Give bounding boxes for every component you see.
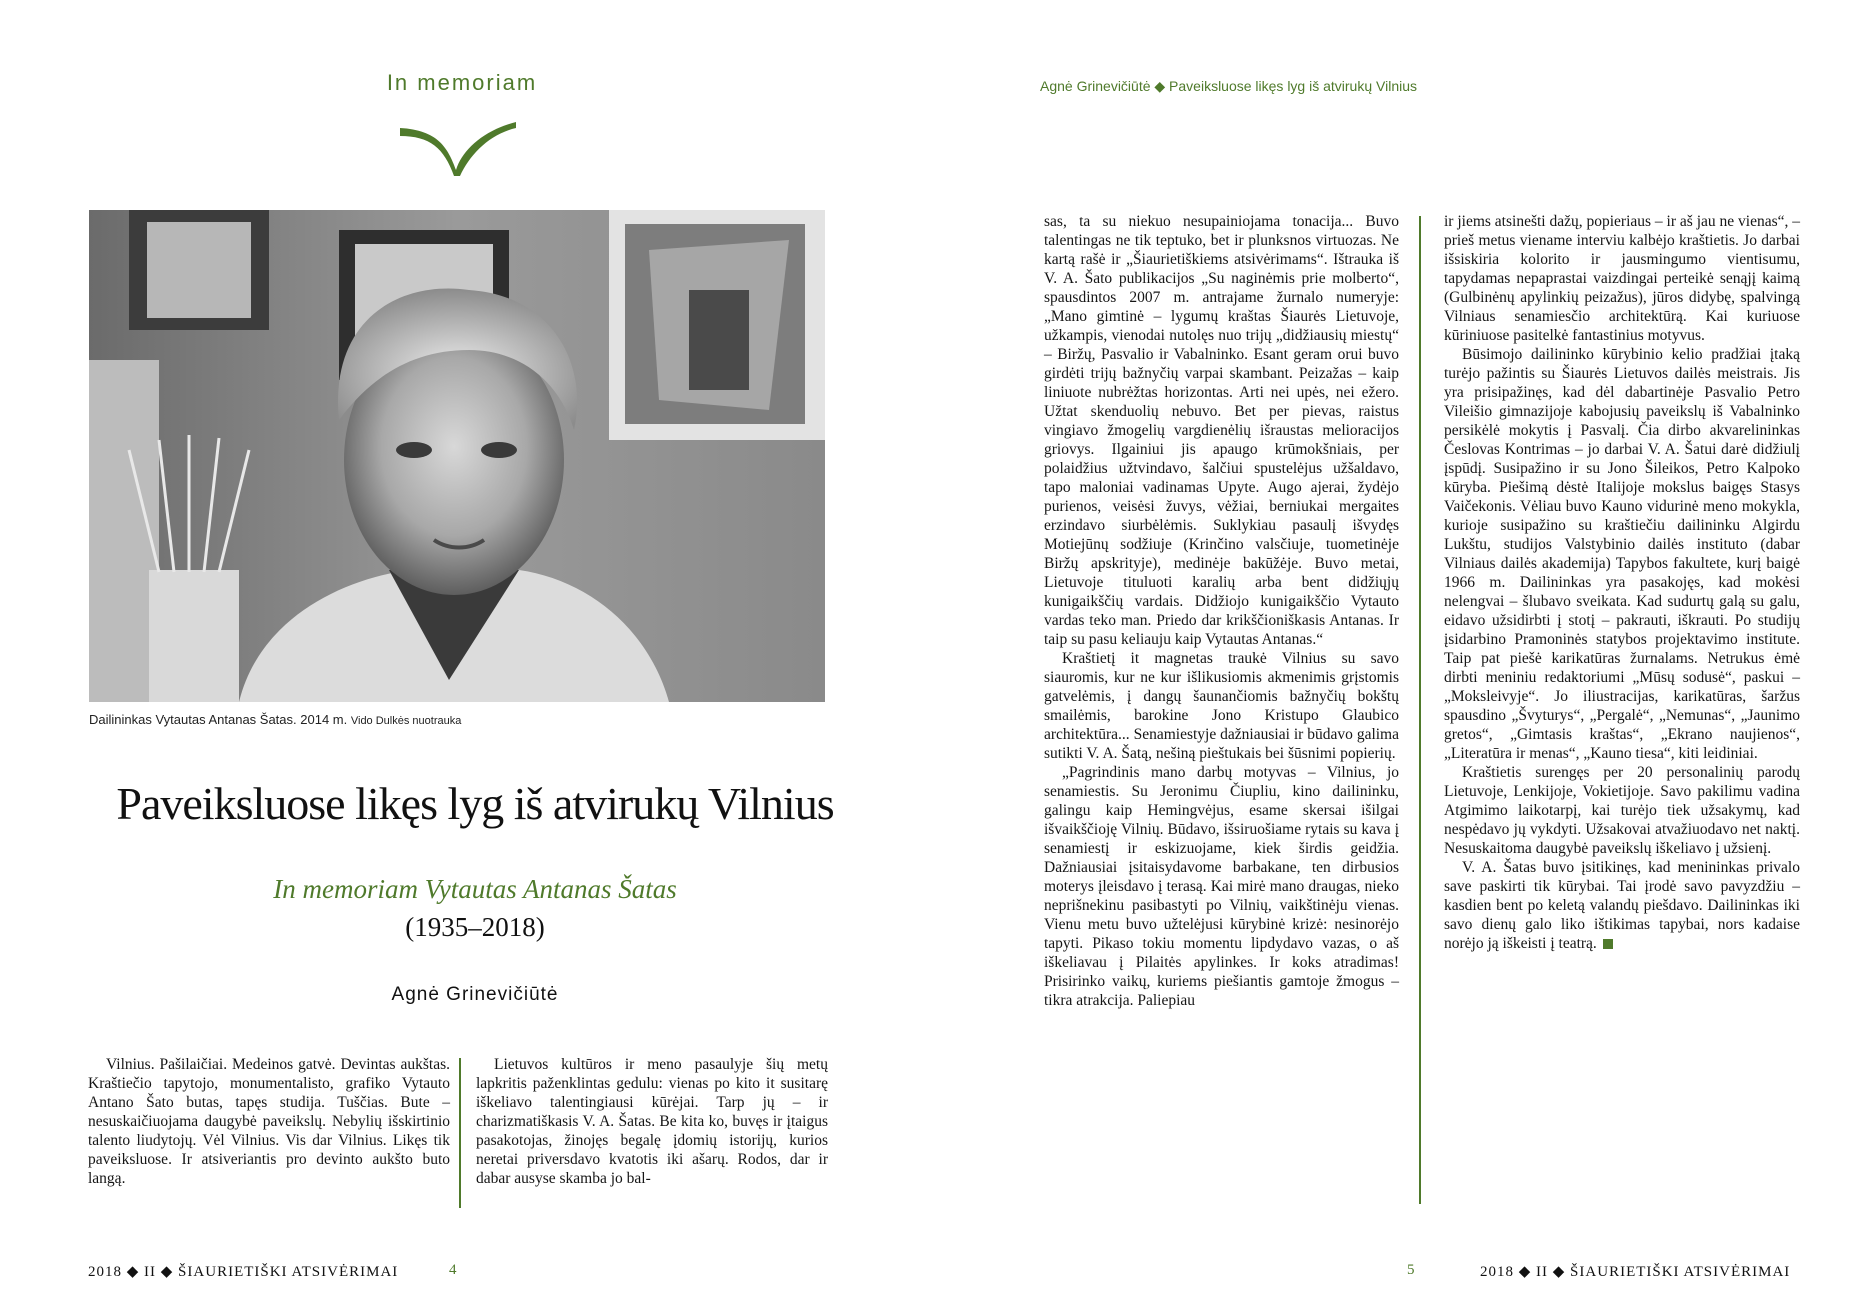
page-number-right: 5: [1407, 1262, 1415, 1278]
paragraph: Būsimojo dailininko kūrybinio kelio pradžiai įtaką turėjo pažintis su Šiaurės Lietuvos dailės meistrais. Jis yra prisipažinęs, kad dėl dabartinėje Pasvalio Petro Vileišio gimnazijoje kabojusių paveikslų iš Vabalninko persikėlė mokytis į Pasvalį. Čia dirbo akvarelininkas Česlovas Kontrimas – jo darbai V. A. Šatui darė didžiulį įspūdį. Susipažino ir su Jono Šileikos, Petro Kalpoko kūryba. Piešimą dėstė Italijoje mokslus baigęs Stasys Vaičekonis. Vėliau buvo Kauno vidurinė meno mokykla, kurioje susipažino su kraštiečiu dailininku Algirdu Lukštu, studijos Valstybinio dailės instituto (dabar Vilniaus dailės akademija) Tapybos fakultete, kurį baigė 1966 m. Dailininkas yra pasakojęs, kad mokėsi nelengvai – šlubavo sveikata. Kad sudurtų galą su galu, eidavo užsidirbti į stotį – pakrauti, iškrauti. Po studijų įsidarbino Pramoninės statybos projektavimo institute. Taip pat piešė karikatūras žurnalams. Netrukus ėmė dirbti meniniu redaktoriumi „Mūsų sodusė“, paskui – „Moksleivyje“. Jo iliustracijas, karikatūras, šaržus spausdino „Švyturys“, „Pergalė“, „Nemunas“, „Jaunimo gretos“, „Gimtasis kraštas“, „Ekrano naujienos“, „Literatūra ir menas“, „Kauno tiesa“, kiti leidiniai.: [1444, 346, 1800, 762]
running-head: Agnė Grinevičiūtė ◆ Paveiksluose likęs lyg iš atvirukų Vilnius: [1040, 78, 1418, 94]
paragraph-last: [1444, 858, 1800, 953]
article-subtitle: In memoriam Vytautas Antanas Šatas: [273, 874, 677, 904]
article-years: (1935–2018): [405, 912, 545, 942]
portrait-image: [89, 210, 825, 702]
article-author: Agnė Grinevičiūtė: [391, 984, 559, 1005]
section-title: In memoriam: [386, 70, 538, 95]
paragraph-text: V. A. Šatas buvo įsitikinęs, kad menininkas privalo save paskirti tik kūrybai. Tai įrodė savo pavyzdžiu – kasdien bent po keletą valandų piešdavo. Dailininkas iki savo dienų galo liko ištikimas tapybai, nors kadaise norėjo ją iškeisti į teatrą.: [1444, 859, 1800, 952]
photo-caption: [89, 712, 461, 727]
column-rule: [459, 1058, 461, 1208]
photo-credit: Vido Dulkės nuotrauka: [350, 715, 462, 727]
paragraph: sas, ta su niekuo nesupainiojama tonacija... Buvo talentingas ne tik teptuko, bet ir plunksnos virtuozas. Ne kartą rašė ir „Šiaurietiškiems atsivėrimams“. Ištrauka iš V. A. Šato publikacijos „Su naginėmis prie molberto“, spausdintos 2007 m. antrajame žurnalo numeryje: „Mano gimtinė – lygumų kraštas Šiaurės Lietuvoje, užkampis, vienodai nutolęs nuo trijų „didžiausių miestų“ – Biržų, Pasvalio ir Vabalninko. Esant geram orui buvo girdėti trijų bažnyčių varpai skambant. Peizažas – kaip liniuote nubrėžtas horizontas. Arti nei upės, nei ežero. Užtat skenduolių nebuvo. Bet per pievas, raistus vingiavo žmogelių vargdienėlių išraustas melioracijos griovys. Ilgainiui jis apaugo krūmokšniais, per polaidžius užtvindavo, šalčiui spustelėjus užšaldavo, tapo maloniai vadinamas Upyte. Augo ajerai, žydėjo purienos, veisėsi žuvys, vėžiai, berniukai mergaites erzindavo siurbėlėmis. Suklykiau pasaulį išvydęs Motiejūnų sodžiuje (Krinčino valsčiuje, tuometinėje Biržų apskrityje), medinėje bakūžėje. Buvo metai, Lietuvoje tituluoti karalių arba bent didžiųjų kunigaikščių vardais. Didžiojo kunigaikščio Vytauto vardas teko man. Priedo dar krikščioniškasis Antanas. Ir taip su pasu keliauju kaip Vytautas Antanas.“: [1044, 213, 1399, 648]
paragraph: „Pagrindinis mano darbų motyvas – Vilnius, jo senamiestis. Su Jeronimu Čiupliu, kino dailininku, galingu kaip Hemingvėjus, esame skersai išilgai išvaikščioję Vilnių. Būdavo, išsiruošiame rytais su kava į senamiestį ir eskizuojame, kiek širdis geidžia. Dažniausiai įsitaisydavome barbakane, ten dirbusios moterys įleisdavo į terasą. Kai mirė mano draugas, nieko neprišnekinu pasibastyti po Vilnių, vaikštinėju vienas. Vienu metu buvo užtelėjusi kūrybinė krizė: nesinorėjo tapyti. Pikaso tokiu momentu lipdydavo vazas, o aš iškeliavau į Pilaitės apylinkes. Ir koks atradimas! Prisirinko vaikų, kuriems piešiantis gamtoje žmogus – tikra atrakcija. Paliepiau: [1044, 764, 1399, 1009]
portrait-photo: [89, 210, 825, 702]
body-column-4: [1444, 212, 1800, 953]
paragraph: Kraštietį it magnetas traukė Vilnius su savo siauromis, kur ne kur išlikusiomis akmenimis grįstomis gatvelėmis, į dangų šaunančiomis bažnyčių bokštų smailėmis, barokine Jono Kristupo Glaubico architektūra... Senamiestyje dažniausiai ir būdavo galima sutikti V. A. Šatą, nešiną pieštukais bei šūsnimi popierių.: [1044, 650, 1399, 762]
caption-text: Dailininkas Vytautas Antanas Šatas. 2014 m.: [89, 712, 348, 727]
paragraph: Lietuvos kultūros ir meno pasaulyje šių metų lapkritis paženklintas gedulu: vienas po kito it susitarę iškeliavo talentingiausi kūrėjai. Tarp jų – ir charizmatiškasis V. A. Šatas. Be kita ko, buvęs ir įtaigus pasakotojas, žinojęs begalę įdomių istorijų, kurios neretai priversdavo kvatotis iki ašarų. Rodos, dar ir dabar ausyse skamba jo bal-: [476, 1056, 828, 1187]
body-column-2: [476, 1055, 828, 1188]
column-rule: [1419, 216, 1421, 1204]
page-number-left: 4: [449, 1262, 457, 1278]
chevron-ornament-icon: [398, 118, 518, 178]
paragraph: Vilnius. Pašilaičiai. Medeinos gatvė. Devintas aukštas. Kraštiečio tapytojo, monumentalisto, grafiko Vytauto Antano Šato butas, tapęs studija. Tuščias. Bute – nesuskaičiuojama daugybė paveikslų. Nebylių išskirtinio talento liudytojų. Vėl Vilnius. Vis dar Vilnius. Likęs tik paveiksluose. Ir atsiveriantis pro devinto aukšto buto langą.: [88, 1056, 450, 1187]
footer-left: 2018 ◆ II ◆ ŠIAURIETIŠKI ATSIVĖRIMAI: [88, 1264, 399, 1280]
article-title: Paveiksluose likęs lyg iš atvirukų Vilnius: [116, 778, 834, 829]
end-mark-icon: [1603, 939, 1613, 949]
body-column-1: [88, 1055, 450, 1188]
footer-right: 2018 ◆ II ◆ ŠIAURIETIŠKI ATSIVĖRIMAI: [1480, 1264, 1791, 1280]
paragraph: Kraštietis surengęs per 20 personalinių parodų Lietuvoje, Lenkijoje, Vokietijoje. Savo pakilimu vadina Atgimimo laikotarpį, kai turėjo tiek užsakymų, kad nespėdavo jų vykdyti. Užsakovai atvažiuodavo net naktį. Nesuskaitoma daugybė paveikslų iškeliavo į užsienį.: [1444, 764, 1800, 857]
body-column-3: [1044, 212, 1399, 1010]
paragraph: ir jiems atsinešti dažų, popieriaus – ir aš jau ne vienas“, – prieš metus viename interviu kalbėjo kraštietis. Jo darbai išsiskiria kolorito ir jausmingumo vientisumu, tapydamas nepaprastai vaizdingai perteikė senąjį kaimą (Gulbinėnų apylinkių peizažus), jūros didybę, spalvingą Vilniaus senamiesčio architektūrą. Kai kuriuose kūriniuose pasitelkė fantastinius motyvus.: [1444, 213, 1800, 344]
